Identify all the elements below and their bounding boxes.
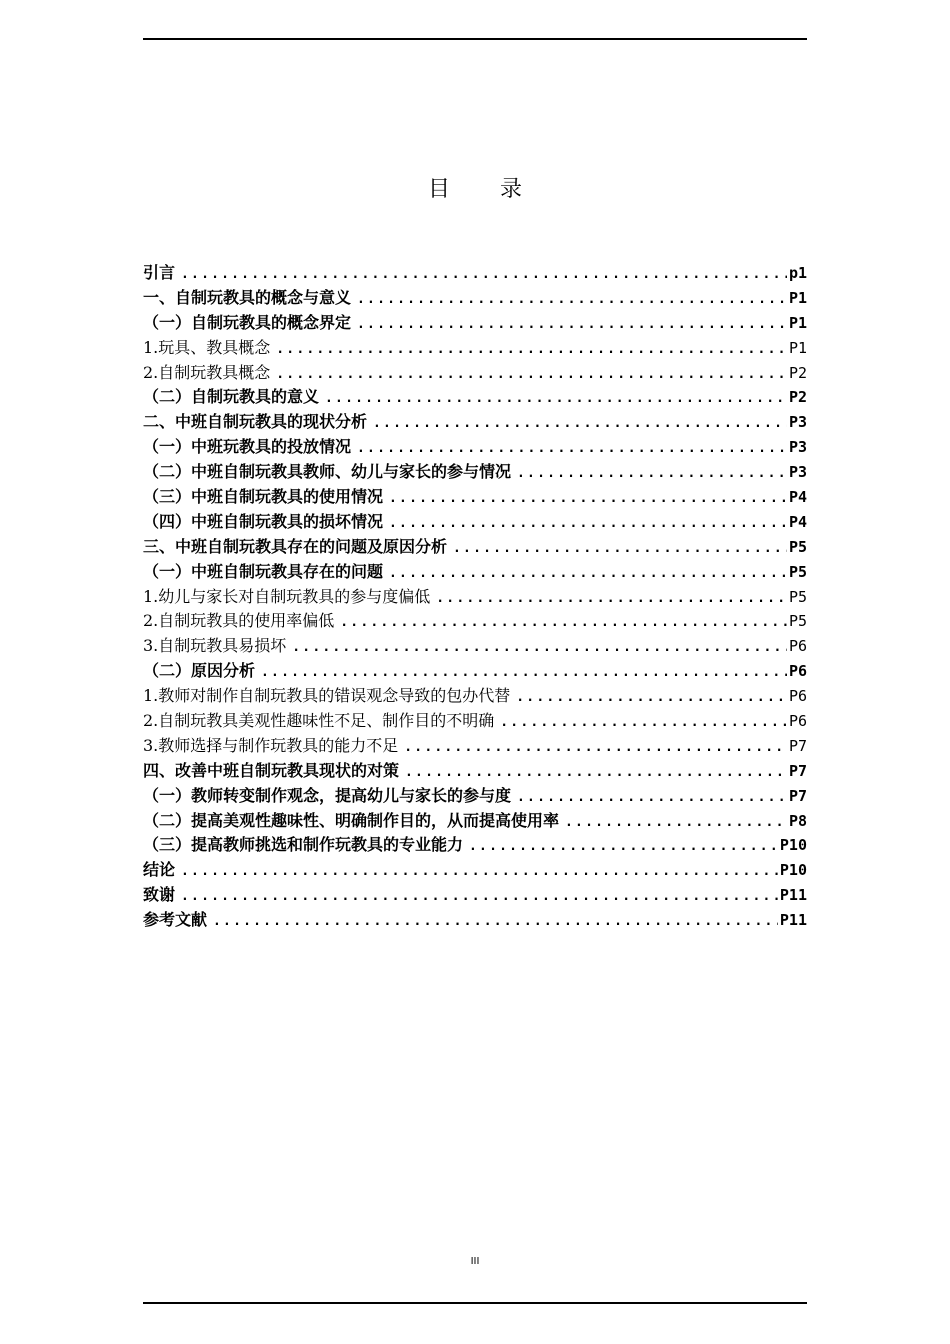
toc-entry bbox=[143, 336, 807, 361]
toc-entry-label: （一）自制玩教具的概念界定 bbox=[143, 312, 352, 332]
toc-dot-leader bbox=[373, 412, 787, 435]
toc-title: 目录 bbox=[427, 177, 572, 202]
toc-entry-label: （三）中班自制玩教具的使用情况 bbox=[143, 487, 384, 507]
toc-entry-page: P11 bbox=[779, 911, 807, 930]
toc-dot-leader bbox=[389, 487, 787, 510]
toc-entry-page: P7 bbox=[788, 786, 807, 805]
toc-entry-label: 四、改善中班自制玩教具现状的对策 bbox=[143, 760, 400, 780]
toc-entry-label: 1.玩具、教具概念 bbox=[143, 337, 271, 357]
toc-dot-leader bbox=[261, 661, 787, 684]
toc-entry-page: P1 bbox=[788, 313, 807, 332]
toc-entry-page: P5 bbox=[788, 587, 807, 606]
toc-entry-label: （二）自制玩教具的意义 bbox=[143, 387, 320, 407]
toc-entry bbox=[143, 809, 807, 834]
toc-entry bbox=[143, 634, 807, 659]
toc-entry-label: 1.幼儿与家长对自制玩教具的参与度偏低 bbox=[143, 586, 431, 606]
toc-dot-leader bbox=[276, 338, 787, 361]
toc-entry bbox=[143, 833, 807, 858]
toc-entry-label: （一）中班自制玩教具存在的问题 bbox=[143, 561, 384, 581]
toc-entry-page: P5 bbox=[788, 612, 807, 631]
toc-dot-leader bbox=[213, 910, 778, 933]
toc-entry bbox=[143, 585, 807, 610]
toc-entry-page: P6 bbox=[788, 662, 807, 681]
toc-entry-label: （一）教师转变制作观念，提高幼儿与家长的参与度 bbox=[143, 785, 512, 805]
toc-entry-label: （三）提高教师挑选和制作玩教具的专业能力 bbox=[143, 835, 464, 855]
toc-entry-label: 一、自制玩教具的概念与意义 bbox=[143, 287, 352, 307]
toc-dot-leader bbox=[276, 363, 787, 386]
footer-rule bbox=[143, 1302, 807, 1304]
toc-dot-leader bbox=[389, 512, 787, 535]
toc-entry-page: P4 bbox=[788, 512, 807, 531]
toc-entry bbox=[143, 659, 807, 684]
toc-entry-label: 引言 bbox=[143, 263, 176, 282]
toc-entry-label: 2.自制玩教具的使用率偏低 bbox=[143, 611, 335, 631]
toc-entry bbox=[143, 908, 807, 933]
toc-entry bbox=[143, 385, 807, 410]
toc-dot-leader bbox=[357, 313, 787, 336]
toc-entry bbox=[143, 609, 807, 634]
page-number: III bbox=[470, 1256, 480, 1267]
toc-entry-label: 致谢 bbox=[143, 885, 176, 905]
toc-entry-label: 2.自制玩教具概念 bbox=[143, 362, 271, 382]
toc-entry bbox=[143, 460, 807, 485]
toc-entry-label: 二、中班自制玩教具的现状分析 bbox=[143, 412, 368, 432]
toc-entry-page: P2 bbox=[788, 388, 807, 407]
toc-dot-leader bbox=[517, 462, 787, 485]
toc-entry bbox=[143, 311, 807, 336]
toc-dot-leader bbox=[357, 288, 787, 311]
toc-entry bbox=[143, 410, 807, 435]
toc-entry-page: P6 bbox=[788, 637, 807, 656]
toc-entry-label: （四）中班自制玩教具的损坏情况 bbox=[143, 511, 384, 531]
toc-entry-label: 3.教师选择与制作玩教具的能力不足 bbox=[143, 735, 399, 755]
toc-entry-page: P1 bbox=[788, 288, 807, 307]
toc-entry-label: 2.自制玩教具美观性趣味性不足、制作目的不明确 bbox=[143, 711, 495, 731]
toc-dot-leader bbox=[565, 811, 787, 834]
toc-entry-page: P7 bbox=[788, 736, 807, 755]
toc-dot-leader bbox=[181, 860, 778, 883]
toc-entry-page: P10 bbox=[779, 861, 807, 880]
toc-dot-leader bbox=[181, 263, 787, 286]
toc-dot-leader bbox=[389, 562, 787, 585]
toc-entry-page: P11 bbox=[779, 886, 807, 905]
toc-dot-leader bbox=[325, 387, 787, 410]
toc-entry bbox=[143, 435, 807, 460]
header-rule bbox=[143, 38, 807, 40]
toc-entry-page: P6 bbox=[788, 712, 807, 731]
toc-entry-label: （一）中班玩教具的投放情况 bbox=[143, 437, 352, 457]
toc-entry-page: P3 bbox=[788, 413, 807, 432]
toc-entry-page: P8 bbox=[788, 811, 807, 830]
toc-dot-leader bbox=[405, 761, 787, 784]
toc-dot-leader bbox=[453, 537, 787, 560]
toc-entry bbox=[143, 560, 807, 585]
toc-entry-page: P6 bbox=[788, 687, 807, 706]
toc-dot-leader bbox=[292, 636, 787, 659]
toc-dot-leader bbox=[404, 736, 787, 759]
toc-entry-page: p1 bbox=[788, 264, 807, 282]
toc-entry-label: 三、中班自制玩教具存在的问题及原因分析 bbox=[143, 536, 448, 556]
toc-entry-page: P3 bbox=[788, 438, 807, 457]
toc-dot-leader bbox=[436, 587, 787, 610]
toc-entry bbox=[143, 784, 807, 809]
toc-entry-label: 1.教师对制作自制玩教具的错误观念导致的包办代替 bbox=[143, 686, 511, 706]
toc-entry bbox=[143, 759, 807, 784]
toc-entry-page: P4 bbox=[788, 488, 807, 507]
toc-entry bbox=[143, 261, 807, 286]
toc-entry-label: （二）中班自制玩教具教师、幼儿与家长的参与情况 bbox=[143, 462, 512, 482]
toc-dot-leader bbox=[181, 885, 778, 908]
toc-entry-page: P7 bbox=[788, 761, 807, 780]
toc-entry-label: 结论 bbox=[143, 860, 176, 880]
toc-entry-label: （二）提高美观性趣味性、明确制作目的，从而提高使用率 bbox=[143, 810, 560, 830]
toc-entry-page: P2 bbox=[788, 363, 807, 382]
toc-dot-leader bbox=[516, 686, 787, 709]
toc-dot-leader bbox=[469, 835, 778, 858]
toc-entry-page: P10 bbox=[779, 836, 807, 855]
toc-entry bbox=[143, 709, 807, 734]
toc-entry bbox=[143, 535, 807, 560]
toc-entry-page: P5 bbox=[788, 562, 807, 581]
toc-entry bbox=[143, 883, 807, 908]
toc-entry-label: 3.自制玩教具易损坏 bbox=[143, 636, 287, 656]
toc-dot-leader bbox=[357, 437, 787, 460]
toc-entry bbox=[143, 286, 807, 311]
toc-entry-label: （二）原因分析 bbox=[143, 661, 256, 681]
toc-entry bbox=[143, 361, 807, 386]
toc-entry bbox=[143, 858, 807, 883]
toc-dot-leader bbox=[340, 611, 787, 634]
toc-entry-label: 参考文献 bbox=[143, 910, 208, 930]
table-of-contents bbox=[143, 261, 807, 933]
toc-dot-leader bbox=[517, 786, 787, 809]
toc-dot-leader bbox=[500, 711, 787, 734]
toc-entry bbox=[143, 734, 807, 759]
toc-entry bbox=[143, 485, 807, 510]
toc-entry bbox=[143, 684, 807, 709]
toc-entry-page: P5 bbox=[788, 537, 807, 556]
toc-entry-page: P1 bbox=[788, 338, 807, 357]
toc-entry-page: P3 bbox=[788, 463, 807, 482]
toc-entry bbox=[143, 510, 807, 535]
